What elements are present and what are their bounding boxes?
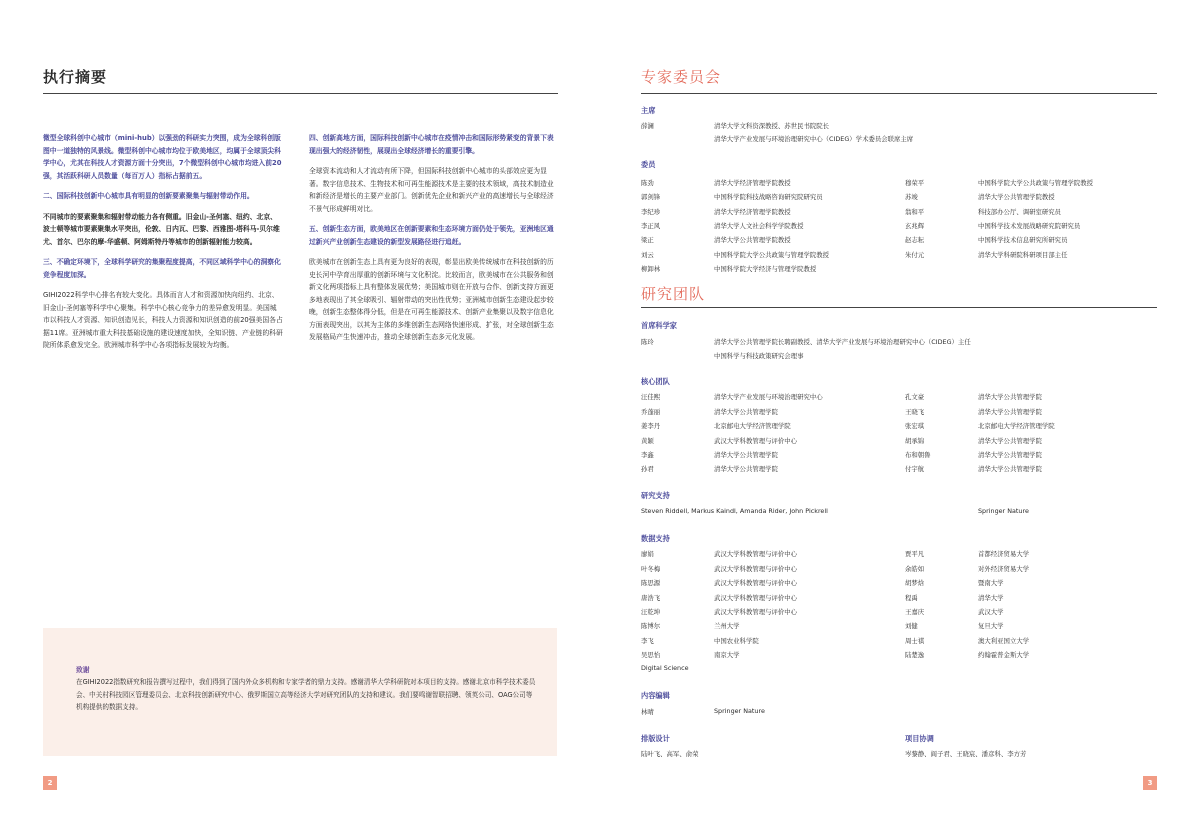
data-member-name: 陈思源 (641, 579, 661, 587)
content-editor-name: 林晴 (641, 708, 654, 716)
member-org: 中国科学院大学经济与管理学院教授 (714, 265, 817, 273)
chief-scientist-org-1: 清华大学公共管理学院长聘副教授、清华大学产业发展与环境治理研究中心（CIDEG）主任 (714, 338, 971, 346)
data-member-org: 约翰霍普金斯大学 (978, 651, 1030, 659)
acknowledgement-box (43, 628, 557, 756)
title-divider (43, 93, 558, 94)
data-member-name: 汪乾坤 (641, 608, 661, 616)
data-member-org: 中国农业科学院 (714, 637, 759, 645)
core-member-org: 清华大学公共管理学院 (714, 408, 778, 416)
summary-text-4: 全球资本流动和人才流动有所下降，但国际科技创新中心城市的头部效应更为显著。数字信息技术、生物技术和可再生能源技术是主要的技术领域，高技术制造业和新经济是增长的主要产业部门。创新优先企业和新兴产业的高速增长与全球经济不景气形成鲜明对比。 (309, 167, 554, 213)
core-member-name: 张宏琪 (905, 422, 925, 430)
committee-divider (641, 93, 1157, 94)
member-name: 翁和平 (905, 208, 925, 216)
core-member-org: 北京邮电大学经济管理学院 (714, 422, 791, 430)
core-member-name: 孔文豪 (905, 393, 925, 401)
summary-heading-5: 五、创新生态方面，欧美地区在创新要素和生态环境方面仍处于领先，亚洲地区通过新兴产业创新生态建设的新型发展路径进行追赶。 (309, 225, 554, 246)
data-member-org: 武汉大学 (978, 608, 1004, 616)
research-support-label: 研究支持 (641, 491, 670, 500)
chair-org-1: 清华大学文科资深教授、苏世民书院院长 (714, 122, 830, 130)
data-support-extra: Digital Science (641, 664, 689, 672)
member-org: 中国科学院大学公共政策与管理学院教授 (714, 251, 830, 259)
content-editor-label: 内容编辑 (641, 691, 670, 700)
member-org: 中国科学院大学公共政策与管理学院教授 (978, 179, 1094, 187)
member-org: 清华大学公共管理学院教授 (714, 236, 791, 244)
summary-heading-3: 三、不确定环境下，全球科学研究的集聚程度提高，不同区域科学中心的洞察化竞争程度加深。 (43, 258, 281, 279)
data-member-name: 周士祺 (905, 637, 925, 645)
core-member-org: 清华大学产业发展与环境治理研究中心 (714, 393, 823, 401)
core-member-name: 王晓飞 (905, 408, 925, 416)
core-member-name: 姜李丹 (641, 422, 661, 430)
data-member-org: 复旦大学 (978, 622, 1004, 630)
member-name: 苏竣 (905, 193, 918, 201)
right-page (600, 0, 1200, 814)
team-divider (641, 307, 1157, 308)
member-name: 柳卸林 (641, 265, 661, 273)
core-member-org: 北京邮电大学经济管理学院 (978, 422, 1055, 430)
member-name: 朱付元 (905, 251, 925, 259)
core-member-name: 汪佳熙 (641, 393, 661, 401)
member-name: 刘云 (641, 251, 654, 259)
member-org: 清华大学公共管理学院教授 (978, 193, 1055, 201)
member-name: 李纪珍 (641, 208, 661, 216)
summary-column-2 (309, 132, 558, 352)
data-member-org: 武汉大学科教管理与评价中心 (714, 579, 798, 587)
acknowledgement-text: 在GIHI2022指数研究和报告撰写过程中，我们得到了国内外众多机构和专家学者的鼎力支持。感谢清华大学科研院对本项目的支持。感谢北京市科学技术委员会、中关村科技园区管理委员会、北京科技创新研究中心、俄罗斯国立高等经济大学对研究团队的支持和建议。我们要鸣谢智联招聘、领英公司、OAG公司等机构提供的数据支持。 (76, 678, 536, 711)
core-member-org: 清华大学公共管理学院 (978, 451, 1042, 459)
summary-heading-2: 二、国际科技创新中心城市具有明显的创新要素聚集与辐射带动作用。 (43, 192, 254, 200)
core-member-org: 清华大学公共管理学院 (978, 393, 1042, 401)
data-member-name: 叶冬梅 (641, 565, 661, 573)
member-name: 赵志耘 (905, 236, 925, 244)
chair-name: 薛澜 (641, 122, 654, 130)
core-member-name: 布和朝鲁 (905, 451, 931, 459)
data-member-org: 武汉大学科教管理与评价中心 (714, 550, 798, 558)
data-member-name: 李飞 (641, 637, 654, 645)
data-member-name: 胡梦焓 (905, 579, 925, 587)
core-member-org: 武汉大学科教管理与评价中心 (714, 437, 798, 445)
core-member-name: 黄颖 (641, 437, 654, 445)
member-name: 玄兆辉 (905, 222, 925, 230)
project-coordination-label: 项目协调 (905, 734, 934, 743)
summary-text-3: GIHI2022科学中心排名有较大变化。具体而言人才和资源加快向纽约、北京、旧金山-圣何塞等科学中心聚集。科学中心核心竞争力的差异愈发明显。美国城市以科技人才资源、知识创造见长，科技人力资源和知识创造的前20强美国各占据11席。亚洲城市重大科技基础设施的建设速度加快，全知识链、产业链的科研院所体系愈发完全。欧洲城市科学中心各项指标发展较为均衡。 (43, 291, 283, 349)
data-member-name: 余皓如 (905, 565, 925, 573)
chief-scientist-label: 首席科学家 (641, 321, 677, 330)
data-member-name: 王嘉庆 (905, 608, 925, 616)
core-member-org: 清华大学公共管理学院 (714, 451, 778, 459)
core-member-org: 清华大学公共管理学院 (978, 465, 1042, 473)
member-name: 陈劲 (641, 179, 654, 187)
layout-design-names: 陆叶飞、高军、俞荣 (641, 750, 699, 758)
committee-title: 专家委员会 (641, 68, 722, 86)
content-editor-org: Springer Nature (714, 707, 765, 715)
data-member-org: 武汉大学科教管理与评价中心 (714, 594, 798, 602)
summary-column-1 (43, 132, 283, 360)
chief-scientist-name: 陈玲 (641, 338, 654, 346)
research-support-org: Springer Nature (978, 507, 1029, 515)
member-name: 郭剑锋 (641, 193, 661, 201)
core-member-name: 李鑫 (641, 451, 654, 459)
data-member-name: 陆楚逸 (905, 651, 925, 659)
data-member-name: 程禹 (905, 594, 918, 602)
summary-heading-4: 四、创新高地方面，国际科技创新中心城市在疫情冲击和国际形势紧变的背景下表现出强大的经济韧性，展现出全球经济增长的重要引擎。 (309, 134, 554, 155)
data-member-org: 对外经济贸易大学 (978, 565, 1030, 573)
research-support-names: Steven Riddell, Markus Kaindl, Amanda Rider, John Pickrell (641, 507, 828, 515)
member-name: 李正风 (641, 222, 661, 230)
data-member-name: 唐浩飞 (641, 594, 661, 602)
summary-text-2: 不同城市的要素聚集和辐射带动能力各有侧重。旧金山-圣何塞、纽约、北京、波士顿等城市要素聚集水平突出，伦敦、日内瓦、巴黎、西雅图-塔科马-贝尔维尤、首尔、巴尔的摩-华盛顿、阿姆斯特丹等城市的创新辐射能力较高。 (43, 212, 280, 246)
member-org: 中国科学技术发展战略研究院研究员 (978, 222, 1081, 230)
core-member-org: 清华大学公共管理学院 (978, 408, 1042, 416)
page-number-left: 2 (43, 776, 57, 790)
data-member-org: 首都经济贸易大学 (978, 550, 1030, 558)
members-label: 委员 (641, 160, 656, 169)
member-org: 清华大学科研院科研项目部主任 (978, 251, 1068, 259)
data-support-label: 数据支持 (641, 534, 670, 543)
project-coordination-names: 岑黎静、阎子君、王晓宸、潘彦科、李方芳 (905, 750, 1027, 758)
member-org: 科技部办公厅、调研室研究员 (978, 208, 1062, 216)
team-title: 研究团队 (641, 285, 706, 303)
data-member-org: 武汉大学科教管理与评价中心 (714, 565, 798, 573)
member-name: 梁正 (641, 236, 654, 244)
member-org: 清华大学人文社会科学学院教授 (714, 222, 804, 230)
page-title: 执行摘要 (43, 68, 108, 86)
data-member-name: 陈博尔 (641, 622, 661, 630)
acknowledgement-title: 致谢 (76, 666, 90, 674)
member-org: 中国科学院科技战略咨询研究院研究员 (714, 193, 823, 201)
data-member-name: 廖娟 (641, 550, 654, 558)
data-member-org: 澳大利亚国立大学 (978, 637, 1030, 645)
chair-org-2: 清华大学产业发展与环境治理研究中心（CIDEG）学术委员会联席主席 (714, 135, 914, 143)
core-team-label: 核心团队 (641, 377, 670, 386)
member-org: 中国科学技术信息研究所研究员 (978, 236, 1068, 244)
summary-text-5: 欧美城市在创新生态上具有更为良好的表现，彰显出欧美传统城市在科技创新的历史长河中孕育出厚重的创新环境与文化积淀。比较而言，欧美城市在公共服务和创新文化两项指标上具有整体发展优势；美国城市则在开放与合作、创新支持方面更多地表现出了其全球吸引、辐射带动的突出性优势；亚洲城市创新生态建设起步较晚，创新生态整体得分低，但是在可再生能源技术、创新产业集聚以及数字信息化方面表现突出，以其为主体的多维创新生态网络快速形成、扩张，对全球创新生态发展格局产生快速冲击，推动全球创新生态多元化发展。 (309, 258, 554, 341)
member-name: 穆荣平 (905, 179, 925, 187)
member-org: 清华大学经济管理学院教授 (714, 208, 791, 216)
data-member-org: 兰州大学 (714, 622, 740, 630)
chief-scientist-org-2: 中国科学与科技政策研究会理事 (714, 352, 804, 360)
data-member-org: 南京大学 (714, 651, 740, 659)
data-member-name: 贾平凡 (905, 550, 925, 558)
data-member-org: 清华大学 (978, 594, 1004, 602)
core-member-org: 清华大学公共管理学院 (714, 465, 778, 473)
core-member-org: 清华大学公共管理学院 (978, 437, 1042, 445)
data-member-org: 暨南大学 (978, 579, 1004, 587)
core-member-name: 乔蓬丽 (641, 408, 661, 416)
core-member-name: 胡承锦 (905, 437, 925, 445)
chair-label: 主席 (641, 106, 656, 115)
data-member-org: 武汉大学科教管理与评价中心 (714, 608, 798, 616)
member-org: 清华大学经济管理学院教授 (714, 179, 791, 187)
summary-text-1: 微型全球科创中心城市（mini-hub）以强劲的科研实力突围，成为全球科创版图中一道独特的风景线。微型科创中心城市均位于欧美地区，均属于全球顶尖科学中心，尤其在科技人才资源方面十分突出，7个微型科创中心城市均进入前20强，其活跃科研人员数量（每百万人）指标占据前五。 (43, 134, 282, 180)
core-member-name: 付宇航 (905, 465, 925, 473)
core-member-name: 孙君 (641, 465, 654, 473)
data-member-name: 吴思怡 (641, 651, 661, 659)
layout-design-label: 排版设计 (641, 734, 670, 743)
data-member-name: 刘健 (905, 622, 918, 630)
page-number-right: 3 (1143, 776, 1157, 790)
